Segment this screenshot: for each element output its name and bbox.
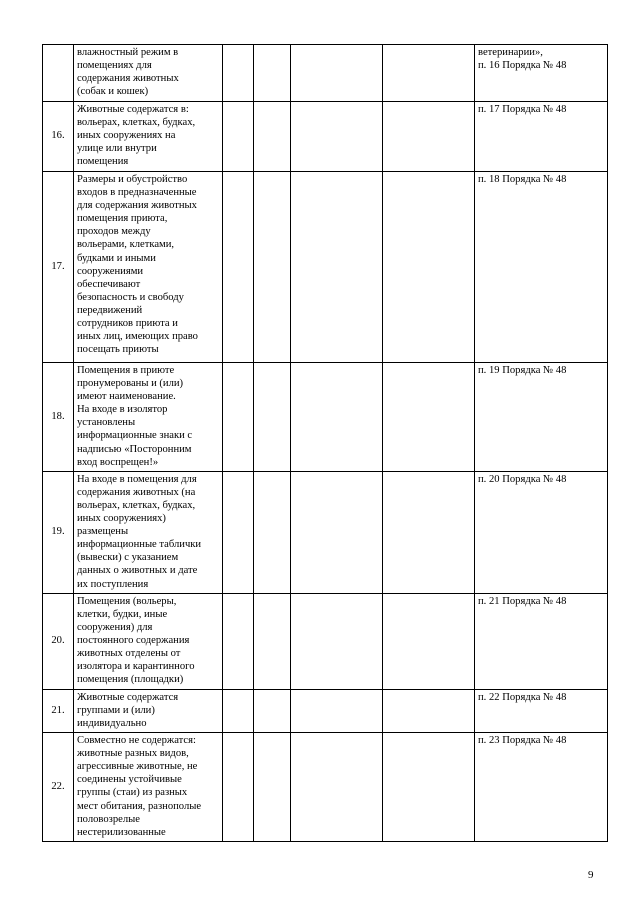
requirement-text: Совместно не содержатся: животные разных видов, агрессивные животные, не соединены устойчивые группы (стаи) из разных мест обитания, разнополые половозрелые нестерилизованные [74,733,223,842]
requirement-text: Животные содержатся в: вольерах, клетках, будках, иных сооружениях на улице или внутри помещения [74,102,223,172]
table-row [43,363,608,472]
row-number: 21. [43,689,74,732]
check-cell-no [254,733,291,842]
row-number: 19. [43,471,74,593]
check-cell-yes [223,471,254,593]
row-number: 16. [43,102,74,172]
check-cell-na [291,689,383,732]
notes-cell [383,363,475,472]
row-number: 22. [43,733,74,842]
row-number: 17. [43,172,74,363]
legal-reference: п. 19 Порядка № 48 [475,363,608,472]
requirement-text: Помещения в приюте пронумерованы и (или) имеют наименование. На входе в изолятор установлены информационные знаки с надписью «Посторонним вход воспрещен!» [74,363,223,472]
check-cell-na [291,45,383,102]
legal-reference: п. 21 Порядка № 48 [475,593,608,689]
requirement-text: Помещения (вольеры, клетки, будки, иные сооружения) для постоянного содержания животных отделены от изолятора и карантинного помещения (площадки) [74,593,223,689]
notes-cell [383,689,475,732]
check-cell-no [254,689,291,732]
table-row [43,102,608,172]
row-number [43,45,74,102]
notes-cell [383,102,475,172]
check-cell-yes [223,593,254,689]
notes-cell [383,172,475,363]
check-cell-na [291,471,383,593]
requirement-text: Размеры и обустройство входов в предназначенные для содержания животных помещения приюта, проходов между вольерами, клетками, будками и иными сооружениями обеспечивают безопасность и свободу передвижений сотрудников приюта и иных лиц, имеющих право посещать приюты [74,172,223,363]
legal-reference: ветеринарии», п. 16 Порядка № 48 [475,45,608,102]
check-cell-yes [223,45,254,102]
row-number: 20. [43,593,74,689]
requirement-text: На входе в помещения для содержания животных (на вольерах, клетках, будках, иных сооружениях) размещены информационные таблички (вывески) с указанием данных о животных и дате их поступления [74,471,223,593]
legal-reference: п. 17 Порядка № 48 [475,102,608,172]
table-row [43,733,608,842]
legal-reference: п. 18 Порядка № 48 [475,172,608,363]
notes-cell [383,733,475,842]
check-cell-yes [223,172,254,363]
row-number: 18. [43,363,74,472]
table-row [43,172,608,363]
table-row [43,471,608,593]
check-cell-na [291,363,383,472]
check-cell-yes [223,102,254,172]
check-cell-yes [223,363,254,472]
notes-cell [383,45,475,102]
check-cell-no [254,471,291,593]
legal-reference: п. 23 Порядка № 48 [475,733,608,842]
check-cell-yes [223,689,254,732]
check-cell-no [254,593,291,689]
notes-cell [383,593,475,689]
check-cell-no [254,363,291,472]
table-row [43,593,608,689]
requirement-text: Животные содержатся группами и (или) индивидуально [74,689,223,732]
check-cell-no [254,172,291,363]
check-cell-na [291,733,383,842]
notes-cell [383,471,475,593]
check-cell-no [254,102,291,172]
requirements-table [42,44,608,842]
check-cell-na [291,102,383,172]
legal-reference: п. 20 Порядка № 48 [475,471,608,593]
check-cell-na [291,593,383,689]
page-number: 9 [588,869,594,881]
check-cell-na [291,172,383,363]
check-cell-yes [223,733,254,842]
requirement-text: влажностный режим в помещениях для содержания животных (собак и кошек) [74,45,223,102]
table-row [43,689,608,732]
table-row [43,45,608,102]
legal-reference: п. 22 Порядка № 48 [475,689,608,732]
check-cell-no [254,45,291,102]
